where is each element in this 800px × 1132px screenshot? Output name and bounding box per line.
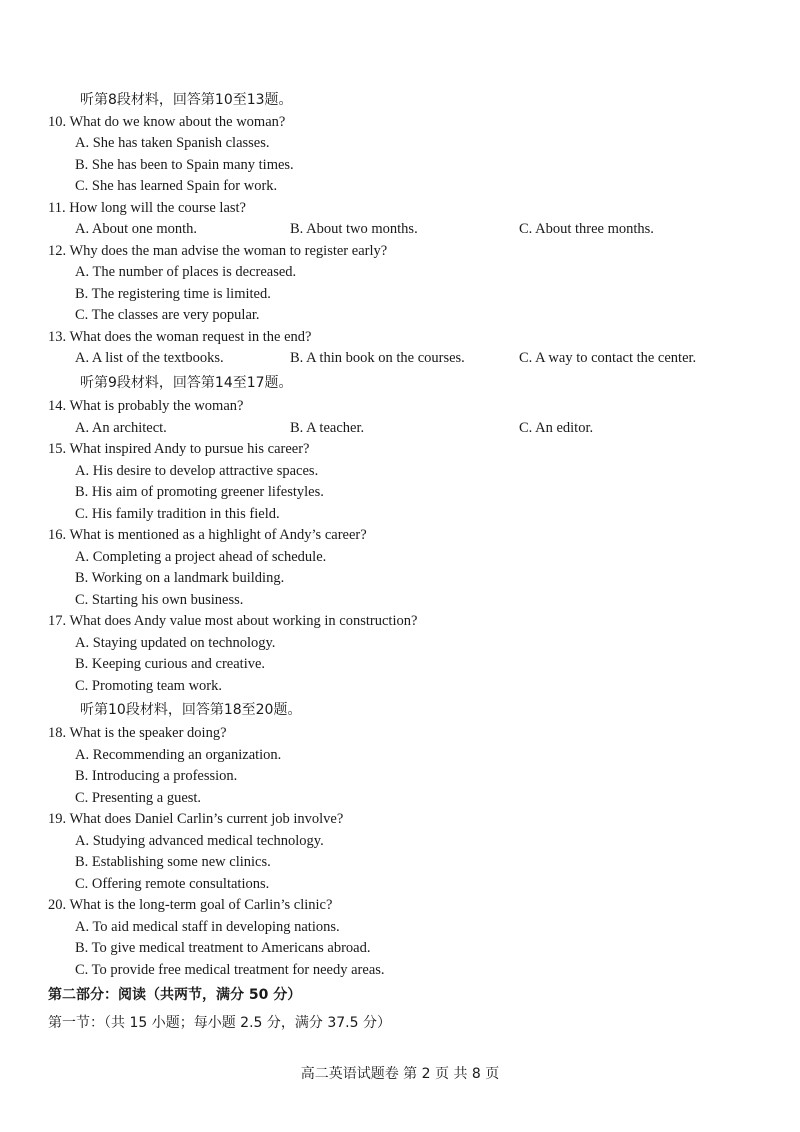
question-19-option-c: C. Offering remote consultations. [75,876,270,892]
question-19-stem: 19. What does Daniel Carlin’s current job involve? [48,811,344,827]
part-two-heading: 第二部分：阅读（共两节，满分 50 分） [48,987,302,1003]
question-18-option-a: A. Recommending an organization. [75,747,282,763]
question-13-option-a: A. A list of the textbooks. [75,350,224,366]
question-17-option-b: B. Keeping curious and creative. [75,656,266,672]
question-12-stem: 12. Why does the man advise the woman to register early? [48,243,388,259]
question-10-option-c: C. She has learned Spain for work. [75,178,278,194]
question-20-option-c: C. To provide free medical treatment for needy areas. [75,962,385,978]
question-12-option-a: A. The number of places is decreased. [75,264,297,280]
page-footer: 高二英语试题卷 第 2 页 共 8 页 [300,1066,500,1082]
question-16-option-b: B. Working on a landmark building. [75,570,285,586]
question-18-option-b: B. Introducing a profession. [75,768,238,784]
question-14-option-a: A. An architect. [75,420,167,436]
question-14-option-c: C. An editor. [519,420,594,436]
question-15-option-a: A. His desire to develop attractive spaces. [75,463,319,479]
question-10-stem: 10. What do we know about the woman? [48,114,286,130]
question-16-option-a: A. Completing a project ahead of schedule. [75,549,327,565]
question-11-option-a: A. About one month. [75,221,198,237]
question-13-stem: 13. What does the woman request in the end? [48,329,312,345]
question-14-stem: 14. What is probably the woman? [48,398,244,414]
question-16-stem: 16. What is mentioned as a highlight of Andy’s career? [48,527,367,543]
question-15-stem: 15. What inspired Andy to pursue his career? [48,441,310,457]
question-20-option-b: B. To give medical treatment to Americans abroad. [75,940,371,956]
section-intro-10: 听第10段材料，回答第18至20题。 [80,702,302,718]
question-16-option-c: C. Starting his own business. [75,592,244,608]
question-18-stem: 18. What is the speaker doing? [48,725,227,741]
section-one-heading: 第一节：（共 15 小题；每小题 2.5 分，满分 37.5 分） [48,1015,391,1031]
question-14-option-b: B. A teacher. [290,420,365,436]
question-15-option-c: C. His family tradition in this field. [75,506,280,522]
question-17-option-a: A. Staying updated on technology. [75,635,276,651]
question-11-stem: 11. How long will the course last? [48,200,246,216]
question-17-option-c: C. Promoting team work. [75,678,223,694]
section-intro-8: 听第8段材料，回答第10至13题。 [80,92,293,108]
question-19-option-b: B. Establishing some new clinics. [75,854,271,870]
question-20-option-a: A. To aid medical staff in developing nations. [75,919,340,935]
question-17-stem: 17. What does Andy value most about working in construction? [48,613,418,629]
question-15-option-b: B. His aim of promoting greener lifestyles. [75,484,324,500]
question-13-option-c: C. A way to contact the center. [519,350,697,366]
question-18-option-c: C. Presenting a guest. [75,790,202,806]
section-intro-9: 听第9段材料，回答第14至17题。 [80,375,293,391]
question-11-option-b: B. About two months. [290,221,418,237]
question-12-option-c: C. The classes are very popular. [75,307,260,323]
question-12-option-b: B. The registering time is limited. [75,286,271,302]
question-13-option-b: B. A thin book on the courses. [290,350,465,366]
question-20-stem: 20. What is the long-term goal of Carlin’s clinic? [48,897,333,913]
question-19-option-a: A. Studying advanced medical technology. [75,833,324,849]
question-11-option-c: C. About three months. [519,221,654,237]
question-10-option-b: B. She has been to Spain many times. [75,157,294,173]
question-10-option-a: A. She has taken Spanish classes. [75,135,270,151]
